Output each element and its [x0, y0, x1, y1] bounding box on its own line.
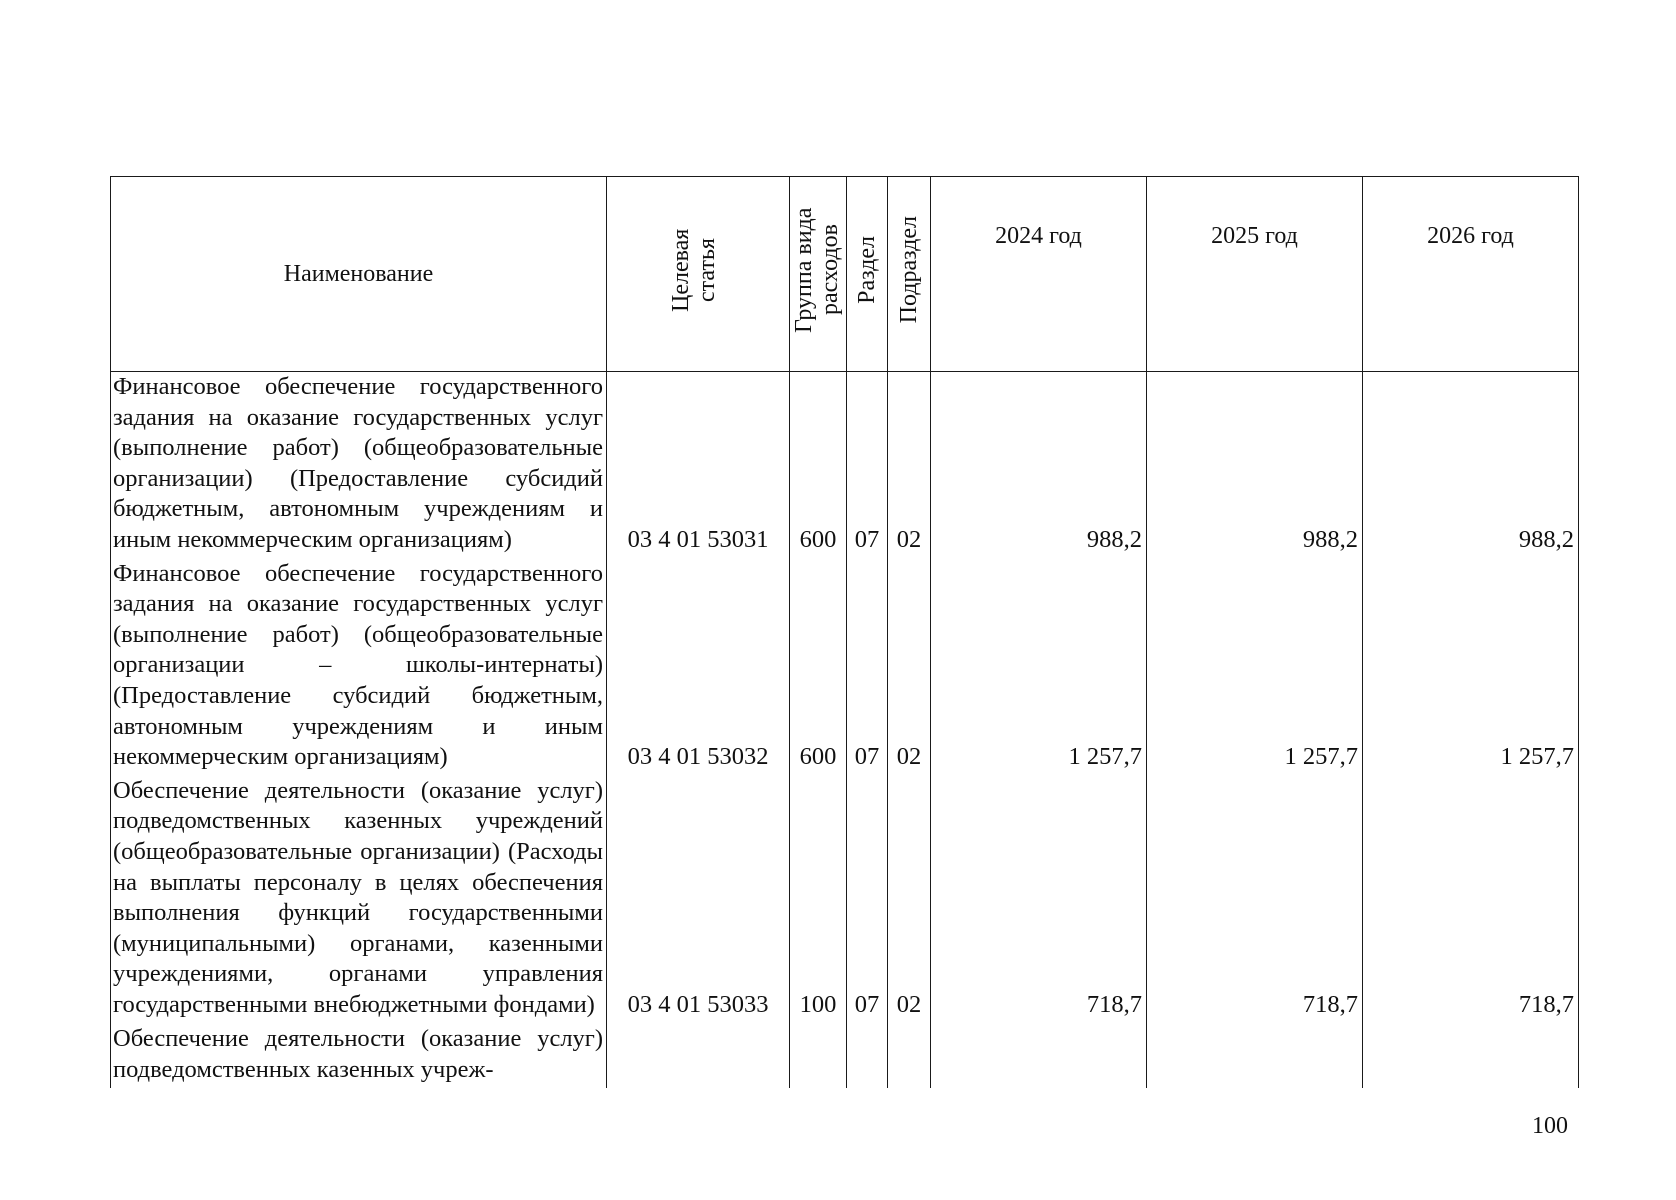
row-section: 07: [847, 776, 888, 1024]
row-subsection: 02: [888, 776, 931, 1024]
row-value-2026: 1 257,7: [1363, 559, 1579, 776]
row-subsection: [888, 1023, 931, 1088]
header-expense-group: [790, 177, 847, 372]
row-name: Обеспечение деятельности (оказание услуг) подведомственных казенных учреж-: [111, 1023, 607, 1088]
row-value-2025: 718,7: [1147, 776, 1363, 1024]
row-subsection: 02: [888, 559, 931, 776]
row-value-2024: [931, 1023, 1147, 1088]
row-name: Обеспечение деятельности (оказание услуг) подведомственных казенных учреждений (общеобразовательные организации) (Расходы на выплаты персоналу в целях обеспечения выполнения функций государственными (муниципальными) органами, казенными учреждениями, органами управления государственными внебюджетными фондами): [111, 776, 607, 1024]
row-target-article: [607, 1023, 790, 1088]
header-name: Наименование: [111, 177, 607, 372]
header-target-article: [607, 177, 790, 372]
table-row: [111, 1023, 1579, 1088]
row-expense-group: 600: [790, 372, 847, 559]
row-value-2026: 988,2: [1363, 372, 1579, 559]
row-value-2024: 718,7: [931, 776, 1147, 1024]
row-value-2025: [1147, 1023, 1363, 1088]
row-value-2024: 988,2: [931, 372, 1147, 559]
row-expense-group: 600: [790, 559, 847, 776]
row-name: Финансовое обеспечение государственного задания на оказание государственных услуг (выполнение работ) (общеобразовательные организации – школы-интернаты) (Предоставление субсидий бюджетным, автономным учреждениям и иным некоммерческим организациям): [111, 559, 607, 776]
header-expense-group-label: Группа вида расходов: [791, 206, 843, 333]
row-expense-group: [790, 1023, 847, 1088]
row-section: [847, 1023, 888, 1088]
row-target-article: 03 4 01 53031: [607, 372, 790, 559]
header-section-label: Раздел: [854, 235, 880, 304]
row-target-article: 03 4 01 53033: [607, 776, 790, 1024]
row-value-2025: 1 257,7: [1147, 559, 1363, 776]
header-subsection: [888, 177, 931, 372]
table-row: [111, 559, 1579, 776]
header-subsection-label: Подраздел: [896, 216, 922, 324]
table-row: [111, 776, 1579, 1024]
header-2024: 2024 год: [931, 177, 1147, 372]
row-value-2026: [1363, 1023, 1579, 1088]
row-target-article: 03 4 01 53032: [607, 559, 790, 776]
row-name: Финансовое обеспечение государственного задания на оказание государственных услуг (выполнение работ) (общеобразовательные организации) (Предоставление субсидий бюджетным, автономным учреждениям и иным некоммерческим организациям): [111, 372, 607, 559]
header-2026: 2026 год: [1363, 177, 1579, 372]
row-expense-group: 100: [790, 776, 847, 1024]
header-target-article-label: Целевая статья: [668, 228, 720, 312]
table-header-row: [111, 177, 1579, 372]
row-section: 07: [847, 559, 888, 776]
header-2025: 2025 год: [1147, 177, 1363, 372]
budget-table: [110, 176, 1579, 1088]
table-row: [111, 372, 1579, 559]
row-value-2026: 718,7: [1363, 776, 1579, 1024]
row-value-2024: 1 257,7: [931, 559, 1147, 776]
page-number: 100: [1532, 1113, 1568, 1139]
row-value-2025: 988,2: [1147, 372, 1363, 559]
header-section: [847, 177, 888, 372]
row-section: 07: [847, 372, 888, 559]
row-subsection: 02: [888, 372, 931, 559]
